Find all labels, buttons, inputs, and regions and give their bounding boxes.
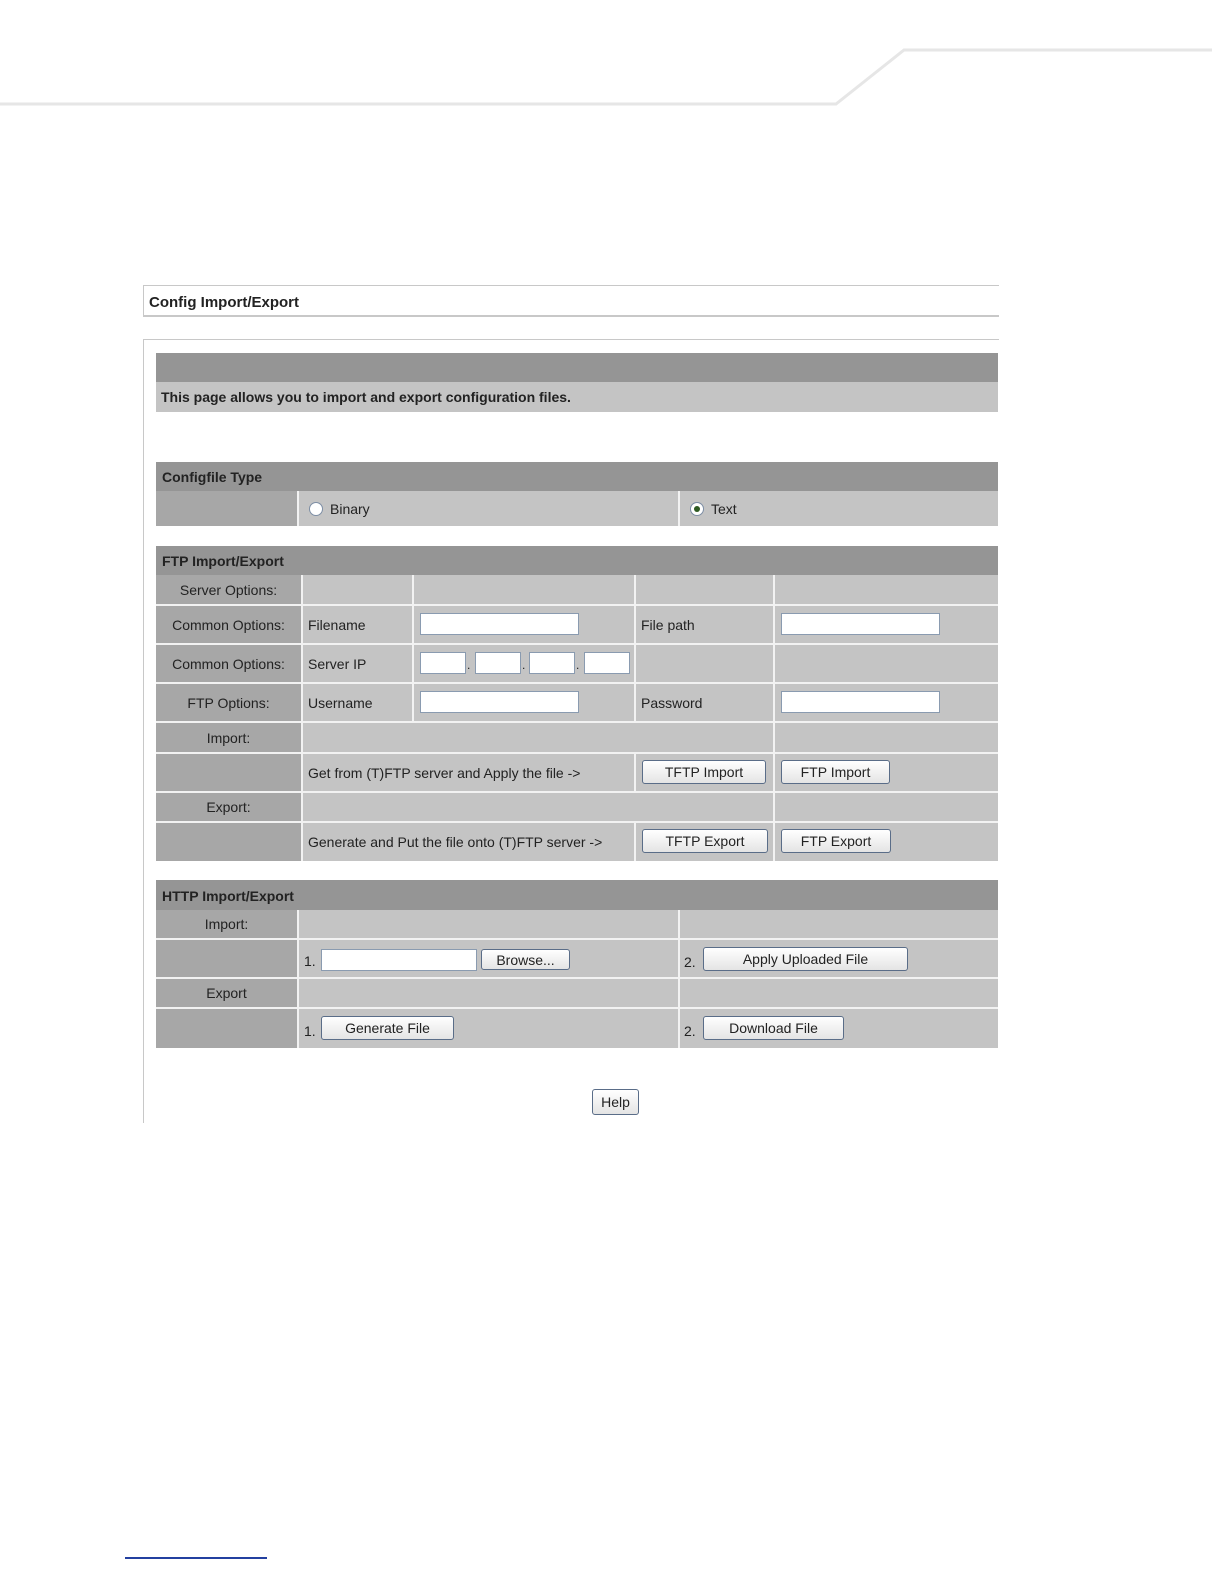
http-export-header-row	[156, 979, 998, 1009]
ftp-server-ip-row: Common Options: Server IP . . .	[156, 645, 998, 684]
upload-file-input[interactable]	[321, 949, 477, 971]
text-label[interactable]: Text	[711, 501, 737, 517]
tftp-import-button[interactable]: TFTP Import	[642, 760, 766, 784]
http-export-label: Export	[156, 979, 297, 1007]
ftp-export-label-cell	[156, 823, 301, 861]
common-options-label-2: Common Options:	[156, 645, 301, 682]
server-options-label: Server Options:	[156, 575, 301, 604]
ftp-import-text: Get from (T)FTP server and Apply the file ->	[308, 765, 581, 781]
server-ip-octet-3[interactable]	[529, 652, 575, 674]
http-import-label-cell	[156, 940, 297, 977]
generate-file-button[interactable]: Generate File	[321, 1016, 454, 1040]
http-import-header-row	[156, 910, 998, 940]
ftp-export-row	[156, 823, 998, 861]
ftp-export-button[interactable]: FTP Export	[781, 829, 891, 853]
http-import-label: Import:	[156, 910, 297, 938]
http-export-step1: 1.	[304, 1023, 316, 1039]
text-radio[interactable]	[690, 502, 704, 516]
configfile-type-label-cell	[156, 491, 297, 526]
http-import-row	[156, 940, 998, 979]
username-label: Username	[308, 695, 373, 711]
page-title-bar	[143, 285, 999, 317]
http-export-step2: 2.	[684, 1023, 696, 1039]
header-decoration	[0, 0, 1224, 120]
password-input[interactable]	[781, 691, 940, 713]
http-export-label-cell	[156, 1009, 297, 1048]
http-import-step2: 2.	[684, 954, 696, 970]
file-path-label: File path	[641, 617, 695, 633]
ftp-credentials-row	[156, 684, 998, 723]
filename-label: Filename	[308, 617, 366, 633]
ftp-import-header-row	[156, 723, 998, 754]
binary-label[interactable]: Binary	[330, 501, 370, 517]
page-description: This page allows you to import and export configuration files.	[161, 389, 571, 405]
page-title: Config Import/Export	[149, 294, 299, 311]
ftp-options-label: FTP Options:	[156, 684, 301, 721]
ftp-import-label-cell	[156, 754, 301, 791]
help-button[interactable]: Help	[592, 1089, 639, 1115]
download-file-button[interactable]: Download File	[703, 1016, 844, 1040]
filename-input[interactable]	[420, 613, 579, 635]
common-options-label: Common Options:	[156, 606, 301, 643]
tftp-export-button[interactable]: TFTP Export	[642, 829, 768, 853]
ftp-import-label: Import:	[156, 723, 301, 752]
description-row	[156, 382, 998, 412]
binary-radio[interactable]	[309, 502, 323, 516]
configfile-type-header: Configfile Type	[156, 462, 998, 491]
server-ip-label: Server IP	[308, 656, 367, 672]
http-export-row	[156, 1009, 998, 1048]
footer-link-underline	[125, 1557, 267, 1559]
password-label: Password	[641, 695, 703, 711]
http-header: HTTP Import/Export	[156, 880, 998, 910]
ftp-server-options-row	[156, 575, 998, 606]
top-band	[156, 353, 998, 382]
browse-button[interactable]: Browse...	[481, 949, 570, 970]
configfile-type-row	[156, 491, 998, 526]
server-ip-octet-2[interactable]	[475, 652, 521, 674]
ftp-filename-row	[156, 606, 998, 645]
ftp-export-label: Export:	[156, 793, 301, 821]
file-path-input[interactable]	[781, 613, 940, 635]
ftp-header: FTP Import/Export	[156, 546, 998, 575]
ftp-export-text: Generate and Put the file onto (T)FTP server ->	[308, 834, 603, 850]
ftp-export-header-row	[156, 793, 998, 823]
server-ip-octet-4[interactable]	[584, 652, 630, 674]
http-import-step1: 1.	[304, 953, 316, 969]
server-ip-octet-1[interactable]	[420, 652, 466, 674]
username-input[interactable]	[420, 691, 579, 713]
apply-uploaded-file-button[interactable]: Apply Uploaded File	[703, 947, 908, 971]
ftp-import-button[interactable]: FTP Import	[781, 760, 890, 784]
ftp-import-row	[156, 754, 998, 793]
